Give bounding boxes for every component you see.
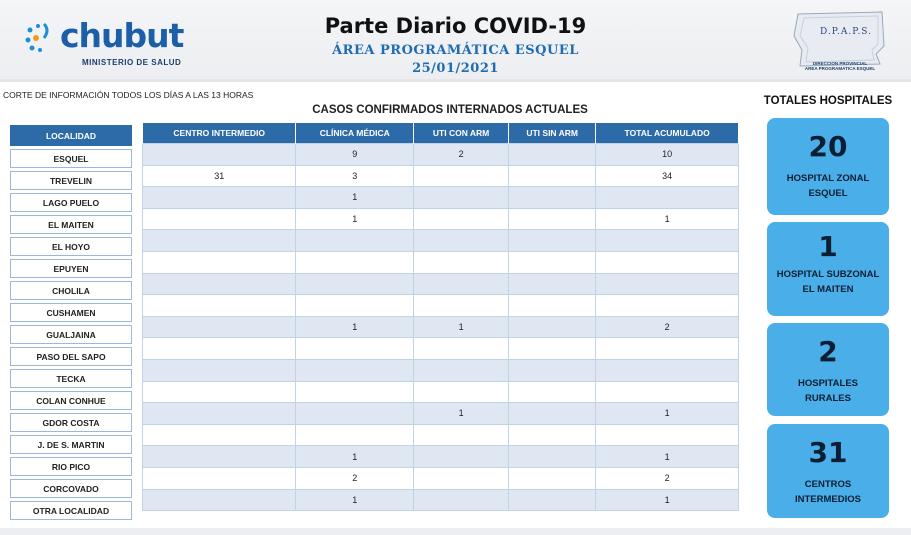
- total-card-hospitales-rurales: [767, 323, 889, 416]
- localidad-cell: ESQUEL: [10, 149, 132, 168]
- value-cell: [596, 273, 739, 295]
- value-cell: [296, 251, 414, 273]
- table-row: [143, 187, 739, 209]
- column-header: UTI SIN ARM: [509, 123, 596, 144]
- value-cell: [143, 295, 296, 317]
- totals-title: TOTALES HOSPITALES: [763, 95, 893, 107]
- value-cell: [509, 144, 596, 166]
- localidad-cell: J. DE S. MARTIN: [10, 435, 132, 454]
- table-row: [143, 424, 739, 446]
- value-cell: 2: [596, 467, 739, 489]
- value-cell: 1: [296, 446, 414, 468]
- value-cell: [509, 467, 596, 489]
- localidad-table: [10, 122, 132, 523]
- value-cell: 2: [296, 467, 414, 489]
- value-cell: [596, 251, 739, 273]
- value-cell: [414, 273, 509, 295]
- value-cell: [596, 338, 739, 360]
- table-row: [143, 144, 739, 166]
- column-header: TOTAL ACUMULADO: [596, 123, 739, 144]
- value-cell: 1: [596, 489, 739, 511]
- total-card-label: HOSPITAL SUBZONAL EL MAITEN: [776, 269, 880, 295]
- value-cell: [596, 187, 739, 209]
- column-header: CENTRO INTERMEDIO: [143, 123, 296, 144]
- value-cell: [509, 424, 596, 446]
- total-card-value: 1: [818, 230, 838, 263]
- value-cell: [509, 208, 596, 230]
- localidad-cell: CORCOVADO: [10, 479, 132, 498]
- value-cell: [509, 230, 596, 252]
- value-cell: [296, 230, 414, 252]
- localidad-cell: TREVELIN: [10, 171, 132, 190]
- value-cell: [414, 424, 509, 446]
- value-cell: [143, 251, 296, 273]
- value-cell: [296, 359, 414, 381]
- table-row: [143, 208, 739, 230]
- localidad-cell: EL HOYO: [10, 237, 132, 256]
- table-row: [143, 165, 739, 187]
- dpaps-sub-line-1: DIRECCION PROVINCIAL: [812, 61, 868, 66]
- cutoff-note: CORTE DE INFORMACIÓN TODOS LOS DÍAS A LAS 13 HORAS: [3, 90, 254, 100]
- page-subtitle: ÁREA PROGRAMÁTICA ESQUEL: [332, 43, 579, 58]
- value-cell: 1: [414, 316, 509, 338]
- value-cell: [509, 403, 596, 425]
- table-row: [143, 403, 739, 425]
- value-cell: [143, 338, 296, 360]
- value-cell: [143, 467, 296, 489]
- localidad-cell: EL MAITEN: [10, 215, 132, 234]
- localidad-header: LOCALIDAD: [10, 125, 132, 146]
- table-row: [143, 295, 739, 317]
- value-cell: 1: [414, 403, 509, 425]
- value-cell: [509, 446, 596, 468]
- table-row: [143, 359, 739, 381]
- table-row: [143, 338, 739, 360]
- bottom-bar: [0, 528, 911, 535]
- value-cell: [414, 165, 509, 187]
- value-cell: [596, 295, 739, 317]
- value-cell: [143, 187, 296, 209]
- value-cell: 3: [296, 165, 414, 187]
- logo-wordmark: chubut: [60, 16, 184, 55]
- value-cell: 1: [596, 208, 739, 230]
- report-date: 25/01/2021: [412, 61, 499, 76]
- value-cell: 2: [414, 144, 509, 166]
- value-cell: [509, 489, 596, 511]
- table-row: [143, 230, 739, 252]
- value-cell: [414, 338, 509, 360]
- value-cell: [143, 230, 296, 252]
- value-cell: 1: [296, 316, 414, 338]
- value-cell: [596, 424, 739, 446]
- value-cell: [509, 165, 596, 187]
- localidad-cell: LAGO PUELO: [10, 193, 132, 212]
- value-cell: [414, 208, 509, 230]
- value-cell: [296, 338, 414, 360]
- value-cell: [509, 359, 596, 381]
- value-cell: [509, 295, 596, 317]
- value-cell: 10: [596, 144, 739, 166]
- value-cell: [296, 424, 414, 446]
- column-header: UTI CON ARM: [414, 123, 509, 144]
- localidad-cell: OTRA LOCALIDAD: [10, 501, 132, 520]
- value-cell: 31: [143, 165, 296, 187]
- value-cell: [509, 251, 596, 273]
- total-card-value: 20: [808, 130, 848, 163]
- cases-table: [142, 122, 739, 511]
- value-cell: [509, 187, 596, 209]
- logo-subtext: MINISTERIO DE SALUD: [82, 58, 182, 67]
- value-cell: [143, 359, 296, 381]
- localidad-cell: PASO DEL SAPO: [10, 347, 132, 366]
- value-cell: [296, 381, 414, 403]
- value-cell: [143, 403, 296, 425]
- value-cell: [596, 230, 739, 252]
- value-cell: [509, 338, 596, 360]
- value-cell: [509, 316, 596, 338]
- value-cell: [509, 273, 596, 295]
- table-row: [143, 381, 739, 403]
- value-cell: [143, 381, 296, 403]
- value-cell: [143, 489, 296, 511]
- value-cell: 1: [296, 489, 414, 511]
- value-cell: [414, 251, 509, 273]
- header-banner: [0, 0, 911, 82]
- value-cell: [143, 208, 296, 230]
- column-header: CLÍNICA MÉDICA: [296, 123, 414, 144]
- total-card-hospital-zonal: [767, 118, 889, 215]
- localidad-cell: COLAN CONHUE: [10, 391, 132, 410]
- value-cell: 2: [596, 316, 739, 338]
- value-cell: [414, 489, 509, 511]
- table-row: [143, 467, 739, 489]
- value-cell: [414, 230, 509, 252]
- value-cell: [596, 381, 739, 403]
- total-card-label: CENTROS INTERMEDIOS: [795, 479, 861, 505]
- value-cell: [296, 273, 414, 295]
- value-cell: [596, 359, 739, 381]
- value-cell: [414, 187, 509, 209]
- localidad-cell: GUALJAINA: [10, 325, 132, 344]
- localidad-cell: TECKA: [10, 369, 132, 388]
- value-cell: [143, 144, 296, 166]
- dpaps-logo-text: D.P.A.P.S.: [820, 27, 873, 37]
- total-card-hospital-subzonal: [767, 222, 889, 316]
- localidad-cell: CHOLILA: [10, 281, 132, 300]
- value-cell: 9: [296, 144, 414, 166]
- value-cell: 1: [296, 187, 414, 209]
- table-row: [143, 446, 739, 468]
- value-cell: [414, 467, 509, 489]
- table-row: [143, 489, 739, 511]
- value-cell: [414, 295, 509, 317]
- localidad-cell: RIO PICO: [10, 457, 132, 476]
- value-cell: [143, 446, 296, 468]
- table-row: [143, 316, 739, 338]
- total-card-centros-intermedios: [767, 424, 889, 518]
- value-cell: 34: [596, 165, 739, 187]
- localidad-cell: GDOR COSTA: [10, 413, 132, 432]
- localidad-cell: EPUYEN: [10, 259, 132, 278]
- total-card-value: 2: [818, 335, 838, 368]
- total-card-label: HOSPITAL ZONAL ESQUEL: [786, 173, 870, 199]
- dpaps-logo-subtext: [795, 61, 885, 71]
- value-cell: 1: [596, 403, 739, 425]
- total-card-value: 31: [808, 436, 848, 469]
- section-title: CASOS CONFIRMADOS INTERNADOS ACTUALES: [312, 104, 588, 116]
- value-cell: [143, 273, 296, 295]
- value-cell: [143, 316, 296, 338]
- page-title: Parte Diario COVID-19: [324, 14, 587, 38]
- value-cell: [509, 381, 596, 403]
- table-row: [143, 273, 739, 295]
- value-cell: [296, 295, 414, 317]
- table-row: [143, 251, 739, 273]
- value-cell: 1: [296, 208, 414, 230]
- value-cell: [414, 381, 509, 403]
- total-card-label: HOSPITALES RURALES: [798, 378, 858, 404]
- value-cell: 1: [596, 446, 739, 468]
- value-cell: [143, 424, 296, 446]
- dpaps-sub-line-2: AREA PROGRAMATICA ESQUEL: [804, 66, 876, 71]
- value-cell: [414, 359, 509, 381]
- value-cell: [296, 403, 414, 425]
- localidad-cell: CUSHAMEN: [10, 303, 132, 322]
- value-cell: [414, 446, 509, 468]
